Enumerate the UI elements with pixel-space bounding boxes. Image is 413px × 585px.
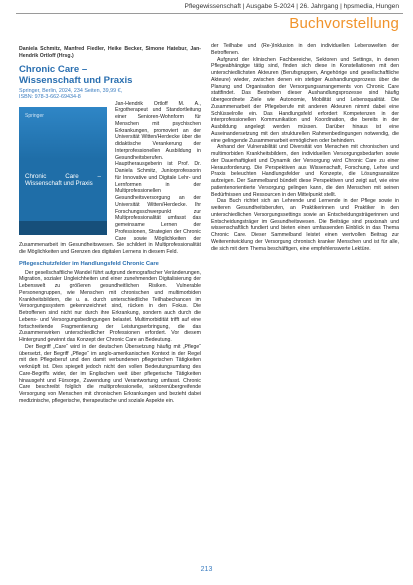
left-column [19, 46, 201, 405]
page-number: 213 [200, 566, 213, 573]
body-paragraph: Der Begriff „Care“ wird in der deutschen Übersetzung häufig mit „Pflege“ übersetzt, der Begriff „Pflege“ im anglo-amerikanischen Kontext in der Regel mit den Pflegeberuf und den damit verbundenen pflegerischen Tätigkeiten verknüpft ist. Dies spiegelt jedoch nicht den vollen Bedeutungsumfang des Care-Begriffs wider, der im Englischen weit über pflegerische Tätigkeiten hinausgeht und Fürsorge, Zuwendung und Verantwortung umfasst. Chronic Care beschreibt folglich die multiprofessionelle, sektorenübergreifende Versorgung von Menschen mit chronischen Erkrankungen und bezieht dabei medizinische, pflegerische, therapeutische und soziale Aspekte ein. [19, 343, 201, 404]
journal-info: Pflegewissenschaft | Ausgabe 5-2024 | 26. Jahrgang | hpsmedia, Hungen [184, 3, 399, 10]
book-cover-image [19, 107, 107, 235]
body-paragraph: der Teilhabe und (Re-)Inklusion in den individuellen Lebenswelten der Betroffenen. [211, 43, 399, 56]
subheading: Pflegeschutzfelder im Handlungsfeld Chronic Care [19, 260, 159, 267]
isbn: ISBN: 978-3-662-69434-8 [19, 94, 81, 101]
book-authors: Daniela Schmitz, Manfred Fiedler, Heike Becker, Simone Hatebur, Jan-Hendrik Ortloff (Hrsg.) [19, 46, 201, 59]
section-title: Buchvorstellung [289, 15, 399, 32]
publisher-line: Springer, Berlin, 2024, 234 Seiten, 39,99 €, [19, 87, 123, 94]
book-title [19, 64, 201, 86]
right-column [211, 43, 399, 252]
book-title-line-2: Wissenschaft und Praxis [19, 74, 133, 86]
page-header [0, 0, 413, 31]
publication-details [19, 88, 201, 101]
body-paragraph: Das Buch richtet sich an Lehrende und Lernende in der Pflege sowie in weiteren Gesundheitsberufen, an Praktikerinnen und Praktiker in den unterschiedlichen Versorgungssettings sowie an Entscheidungsträgerinnen und Entscheidungsträger im Gesundheitswesen. Die Beiträge sind praxisnah und wissenschaftlich fundiert und bieten einen umfassenden Einblick in das Thema Chronic Care. Dieser Sammelband leistet einen wertvollen Beitrag zur Weiterentwicklung der Versorgung chronisch kranker Menschen und ist für alle, die sich mit dem Thema beschäftigen, eine empfehlenswerte Lektüre. [211, 198, 399, 252]
header-rule [16, 13, 403, 14]
body-paragraph: Anhand der Vulnerabilität und Diversität von Menschen mit chronischen und multimorbiden Krankheitsbildern, den individuellen Versorgungsbedarfen sowie der Dauerhaftigkeit und Dynamik der Versorgung wird Chronic Care zu einer Herausforderung. Die Perspektiven aus Wissenschaft, Forschung, Lehre und Praxis beleuchten Handlungsfelder und Konzepte, die Lösungsansätze aufzeigen. Der Sammelband bündelt diese Perspektiven und zeigt auf, wie eine patientenorientierte Versorgung gelingen kann, die den Menschen mit seinen Bedürfnissen und Ressourcen in den Mittelpunkt stellt. [211, 144, 399, 198]
cover-publisher: Springer [25, 112, 44, 119]
book-title-line-1: Chronic Care – [19, 63, 88, 75]
intro-paragraph: Jan-Hendrik Ortloff M. A., Ergotherapeut und Standortleitung einer Senioren-Wohnform für Menschen mit psychischen Erkrankungen, promoviert an der Universität Witten/Herdecke über die didaktische Verankerung der Interprofessionellen Ausbildung in Gesundheitsberufen. Hauptherausgeberin ist Prof. Dr. Daniela Schmitz, Juniorprofessorin für Innovative und Digitale Lehr- und Lernformen in der Multiprofessionellen Gesundheitsversorgung an der Universität Witten/Herdecke. Ihr Forschungsschwerpunkt zur Multiprofessionalität umfasst das gemeinsame Lernen der Professionen, Strategien der Chronic Care sowie Möglichkeiten der Zusammenarbeit im Gesundheitswesen. Sie schildert in Multiprofessionalität die Möglichkeiten und Grenzen des digitalen Lernens in diesem Feld. [19, 100, 201, 256]
body-paragraph: Aufgrund der klinischen Fachbereiche, Sektoren und Settings, in denen Pflegeabhängige tätig sind, finden sich diese in Konstellationen mit den unterschiedlichsten Akteuren (Berufsgruppen, Angehörige und gesellschaftliche Akteure) wieder, zwischen denen ein stetiger Aushandlungsprozess über die Planung und Organisation der Versorgungsarrangements von Chronic Care stattfindet. Das Bestreben dieser Aushandlungsprozesse sind häufig übergeordnete Ziele wie Autonomie, Mobilität und Lebensqualität. Die Zusammenarbeit der Pflegeberufe mit anderen Akteuren nimmt dabei eine Schlüsselrolle ein. Das Handlungsfeld erfordert Kompetenzen in der interprofessionellen Kommunikation und Koordination, die bereits in der Ausbildung angelegt werden müssen. Darüber hinaus ist eine Auseinandersetzung mit den strukturellen Rahmenbedingungen notwendig, die eine gelingende Zusammenarbeit ermöglichen oder behindern. [211, 56, 399, 144]
cover-title: Chronic Care – Wissenschaft und Praxis [25, 172, 101, 188]
body-paragraph: Der gesellschaftliche Wandel führt aufgrund demografischer Veränderungen, Migration, sozialer Ungleichheiten und einer zunehmenden Digitalisierung der Lebenswelt zu größeren gesundheitlichen Risiken. Vulnerable Personengruppen, wie Menschen mit chronischen und multimorbiden Krankheitsbildern, die u. a. durch unterschiedliche Teilhabechancen im Versorgungssystem gekennzeichnet sind, rücken in den Fokus. Die Betroffenen sind nicht nur durch ihre Erkrankung, sondern auch durch die Lebens- und Versorgungsbedingungen belastet. Multimorbidität trifft auf eine fortschreitende Fragmentierung der Leistungserbringung, die das Zusammenwirken unterschiedlicher Professionen erfordert. Vor diesem Hintergrund gewinnt das Konzept der Chronic Care an Bedeutung. [19, 269, 201, 344]
cover-bottom-stripe [19, 221, 107, 235]
